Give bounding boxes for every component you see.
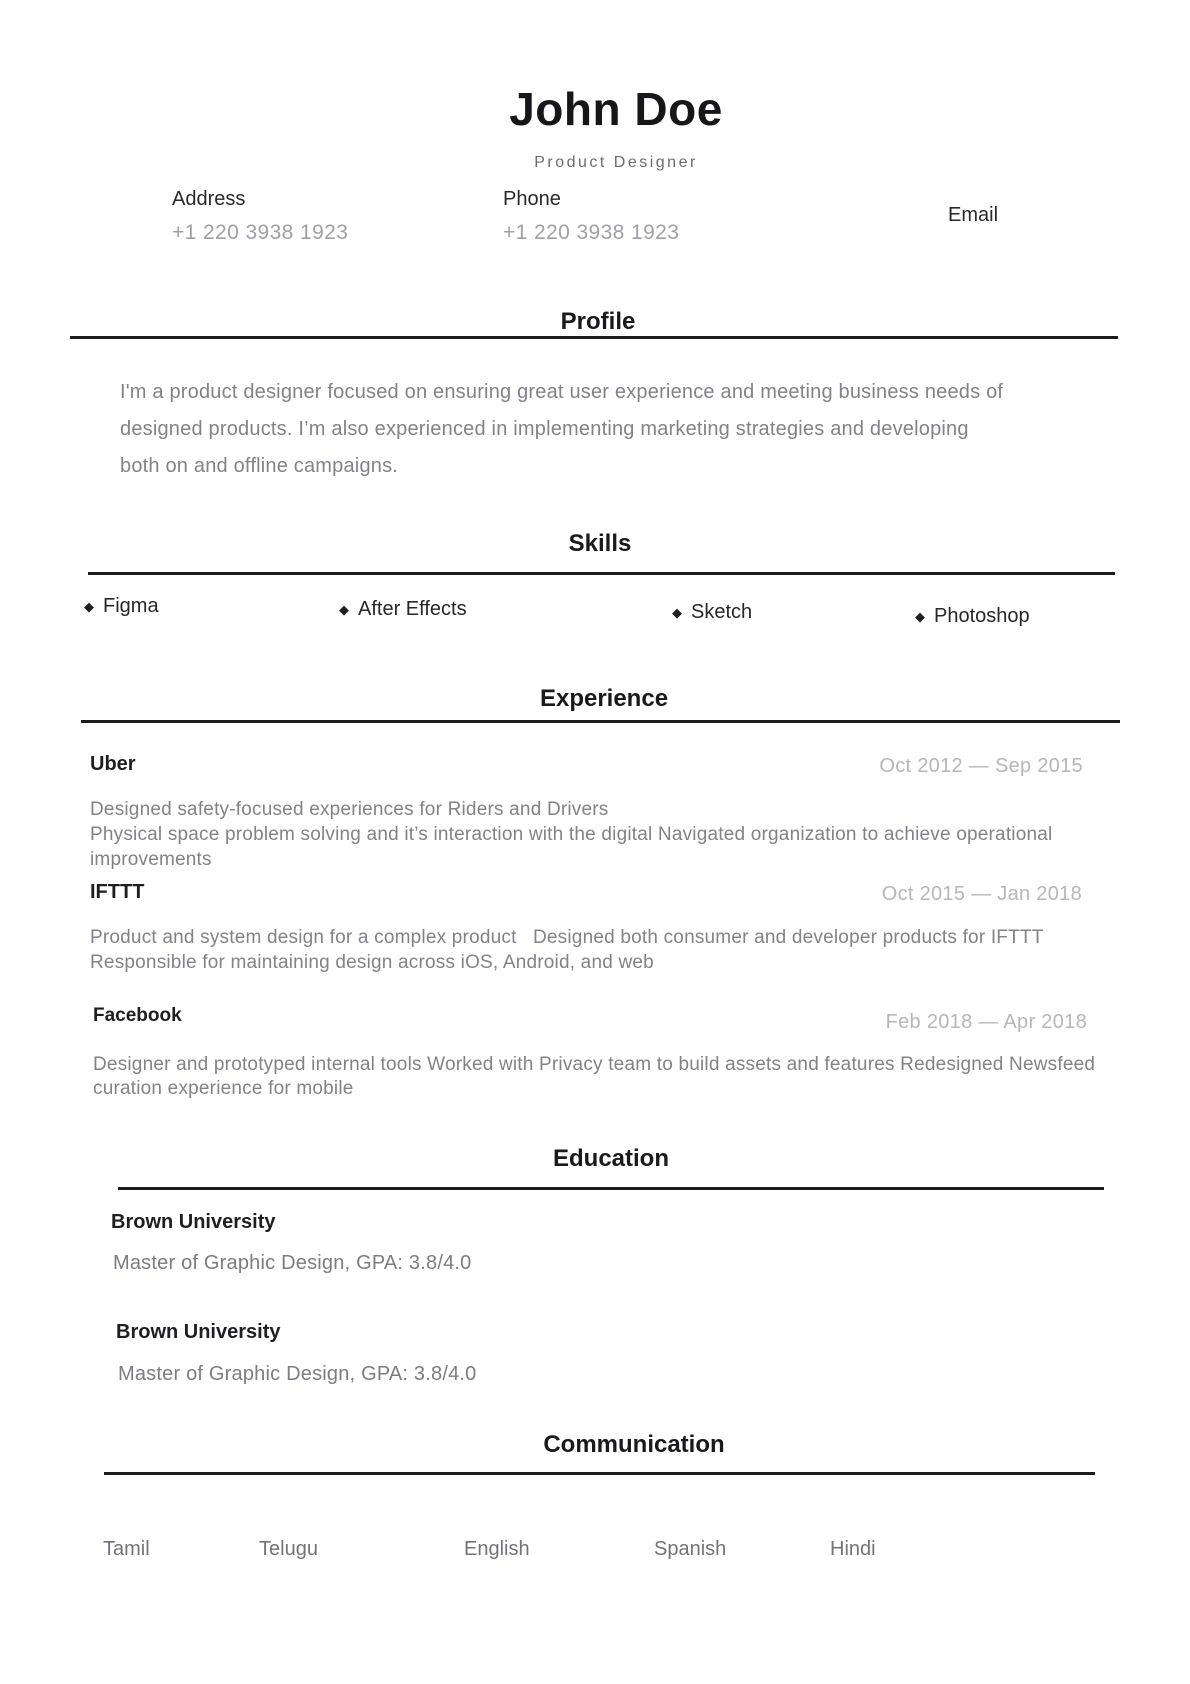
phone-label: Phone — [503, 188, 561, 210]
language-item: Tamil — [103, 1538, 150, 1560]
skills-rule — [88, 572, 1115, 575]
job-title: Product Designer — [534, 154, 698, 171]
language-item: Telugu — [259, 1538, 318, 1560]
skill-label: Photoshop — [934, 605, 1030, 627]
profile-rule — [70, 336, 1118, 339]
education-degree: Master of Graphic Design, GPA: 3.8/4.0 — [118, 1363, 477, 1385]
experience-description — [90, 797, 1052, 872]
skill-label: After Effects — [358, 598, 467, 620]
experience-description — [90, 925, 1044, 975]
skills-heading: Skills — [568, 530, 632, 557]
communication-rule — [104, 1472, 1095, 1475]
diamond-icon: ◆ — [84, 599, 94, 614]
experience-description-line: curation experience for mobile — [93, 1078, 354, 1099]
email-label: Email — [948, 204, 999, 226]
experience-description — [93, 1053, 1095, 1101]
experience-company: Uber — [90, 753, 136, 775]
phone-value: +1 220 3938 1923 — [503, 221, 680, 244]
skill-item — [339, 598, 467, 621]
education-rule — [118, 1187, 1104, 1190]
skill-item — [84, 595, 159, 618]
contact-phone — [503, 188, 679, 245]
language-item: Spanish — [654, 1538, 727, 1560]
experience-description-line: Responsible for maintaining design across iOS, Android, and web — [90, 952, 654, 973]
profile-line: I'm a product designer focused on ensuring great user experience and meeting business needs of — [120, 381, 1004, 403]
education-degree: Master of Graphic Design, GPA: 3.8/4.0 — [113, 1252, 472, 1274]
education-heading: Education — [552, 1145, 670, 1172]
skill-label: Sketch — [691, 601, 753, 623]
contact-email — [948, 204, 998, 227]
language-item: English — [464, 1538, 530, 1560]
skill-item — [672, 601, 752, 624]
education-school: Brown University — [111, 1211, 276, 1233]
profile-line: designed products. I’m also experienced in implementing marketing strategies and developing — [120, 418, 969, 440]
experience-rule — [81, 720, 1120, 723]
skill-item — [915, 605, 1030, 628]
experience-description-line: Physical space problem solving and it’s interaction with the digital Navigated organization to achieve operational — [90, 824, 1053, 845]
experience-description-line: improvements — [90, 849, 212, 870]
address-label: Address — [172, 188, 246, 210]
experience-heading: Experience — [539, 685, 669, 712]
experience-company: Facebook — [93, 1005, 182, 1026]
person-name: John Doe — [509, 83, 723, 135]
experience-dates: Oct 2015 — Jan 2018 — [881, 883, 1082, 905]
education-school: Brown University — [116, 1321, 281, 1343]
experience-description-line: Designed safety-focused experiences for Riders and Drivers — [90, 799, 609, 820]
experience-description-line: Product and system design for a complex product Designed both consumer and developer products for IFTTT — [90, 927, 1044, 948]
experience-dates: Oct 2012 — Sep 2015 — [879, 755, 1083, 777]
language-item: Hindi — [830, 1538, 876, 1560]
skill-label: Figma — [103, 595, 159, 617]
diamond-icon: ◆ — [672, 605, 682, 620]
diamond-icon: ◆ — [915, 609, 925, 624]
contact-address — [172, 188, 348, 245]
experience-company: IFTTT — [90, 881, 145, 903]
diamond-icon: ◆ — [339, 602, 349, 617]
profile-heading: Profile — [560, 308, 636, 335]
experience-dates: Feb 2018 — Apr 2018 — [885, 1011, 1087, 1033]
experience-description-line: Designer and prototyped internal tools Worked with Privacy team to build assets and features Redesigned Newsfeed — [93, 1054, 1096, 1075]
communication-heading: Communication — [543, 1431, 725, 1458]
address-value: +1 220 3938 1923 — [172, 221, 349, 244]
profile-line: both on and offline campaigns. — [120, 455, 399, 477]
profile-text — [120, 374, 1003, 485]
